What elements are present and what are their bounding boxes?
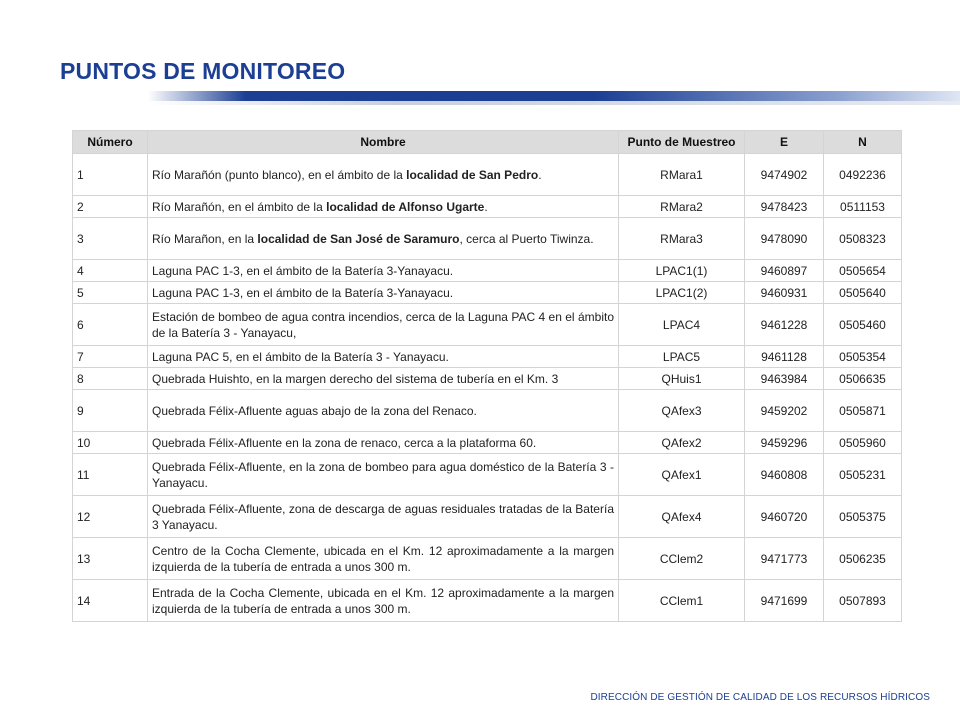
table-row — [73, 282, 902, 304]
cell-nombre — [148, 454, 619, 496]
table-row — [73, 346, 902, 368]
table-row — [73, 196, 902, 218]
nombre-segment: Laguna PAC 5, en el ámbito de la Batería 3 - Yanayacu. — [152, 349, 449, 364]
table-row — [73, 538, 902, 580]
cell-nombre — [148, 304, 619, 346]
cell-nombre — [148, 390, 619, 432]
cell-numero: 6 — [73, 304, 148, 346]
cell-e: 9461128 — [745, 346, 824, 368]
cell-nombre — [148, 580, 619, 622]
cell-e: 9460897 — [745, 260, 824, 282]
nombre-segment: Río Marañon, en la — [152, 231, 258, 246]
cell-e: 9471699 — [745, 580, 824, 622]
cell-numero: 11 — [73, 454, 148, 496]
cell-numero: 2 — [73, 196, 148, 218]
cell-e: 9463984 — [745, 368, 824, 390]
cell-punto-de-muestreo: CClem2 — [619, 538, 745, 580]
nombre-segment: . — [484, 199, 488, 214]
table-header-row — [73, 131, 902, 154]
cell-n: 0506635 — [824, 368, 902, 390]
cell-nombre — [148, 282, 619, 304]
cell-punto-de-muestreo: LPAC5 — [619, 346, 745, 368]
header-punto-de-muestreo: Punto de Muestreo — [619, 131, 745, 154]
table-row — [73, 304, 902, 346]
nombre-segment: Entrada de la Cocha Clemente, ubicada en el Km. 12 aproximadamente a la margen izquierda de la tubería de entrada a unos 300 m. — [152, 585, 614, 616]
title-underline-shadow — [148, 101, 960, 105]
nombre-segment: , cerca al Puerto Tiwinza. — [459, 231, 594, 246]
nombre-segment: Quebrada Félix-Afluente aguas abajo de la zona del Renaco. — [152, 403, 477, 418]
cell-punto-de-muestreo: RMara2 — [619, 196, 745, 218]
nombre-segment: Laguna PAC 1-3, en el ámbito de la Batería 3-Yanayacu. — [152, 263, 454, 278]
footer-text: DIRECCIÓN DE GESTIÓN DE CALIDAD DE LOS RECURSOS HÍDRICOS — [590, 692, 930, 703]
cell-nombre — [148, 432, 619, 454]
cell-nombre — [148, 496, 619, 538]
cell-n: 0507893 — [824, 580, 902, 622]
cell-n: 0505231 — [824, 454, 902, 496]
cell-n: 0505375 — [824, 496, 902, 538]
table-row — [73, 260, 902, 282]
cell-numero: 1 — [73, 154, 148, 196]
cell-n: 0505871 — [824, 390, 902, 432]
table-row — [73, 454, 902, 496]
cell-punto-de-muestreo: QHuis1 — [619, 368, 745, 390]
cell-punto-de-muestreo: LPAC1(1) — [619, 260, 745, 282]
cell-nombre — [148, 260, 619, 282]
cell-e: 9460720 — [745, 496, 824, 538]
cell-e: 9459202 — [745, 390, 824, 432]
nombre-segment: Estación de bombeo de agua contra incendios, cerca de la Laguna PAC 4 en el ámbito de la Batería 3 - Yanayacu, — [152, 309, 614, 340]
cell-nombre — [148, 218, 619, 260]
page-title: PUNTOS DE MONITOREO — [60, 58, 346, 84]
title-underline — [148, 91, 960, 101]
cell-numero: 5 — [73, 282, 148, 304]
table-row — [73, 390, 902, 432]
nombre-bold-segment: localidad de Alfonso Ugarte — [326, 199, 485, 214]
cell-punto-de-muestreo: QAfex1 — [619, 454, 745, 496]
nombre-segment: Río Marañón, en el ámbito de la — [152, 199, 327, 214]
cell-n: 0505460 — [824, 304, 902, 346]
cell-nombre — [148, 196, 619, 218]
table-row — [73, 368, 902, 390]
cell-e: 9460808 — [745, 454, 824, 496]
cell-punto-de-muestreo: CClem1 — [619, 580, 745, 622]
cell-punto-de-muestreo: RMara1 — [619, 154, 745, 196]
cell-punto-de-muestreo: RMara3 — [619, 218, 745, 260]
cell-punto-de-muestreo: LPAC1(2) — [619, 282, 745, 304]
cell-nombre — [148, 368, 619, 390]
cell-e: 9474902 — [745, 154, 824, 196]
nombre-segment: Laguna PAC 1-3, en el ámbito de la Batería 3-Yanayacu. — [152, 285, 454, 300]
nombre-segment: . — [538, 167, 542, 182]
cell-n: 0505654 — [824, 260, 902, 282]
cell-e: 9459296 — [745, 432, 824, 454]
nombre-segment: Quebrada Félix-Afluente, en la zona de bombeo para agua doméstico de la Batería 3 - Yanayacu. — [152, 459, 614, 490]
nombre-bold-segment: localidad de San José de Saramuro — [257, 231, 460, 246]
table-row — [73, 218, 902, 260]
cell-numero: 10 — [73, 432, 148, 454]
cell-numero: 13 — [73, 538, 148, 580]
cell-n: 0508323 — [824, 218, 902, 260]
cell-numero: 14 — [73, 580, 148, 622]
cell-e: 9460931 — [745, 282, 824, 304]
cell-numero: 3 — [73, 218, 148, 260]
cell-n: 0505354 — [824, 346, 902, 368]
cell-numero: 9 — [73, 390, 148, 432]
cell-nombre — [148, 154, 619, 196]
cell-e: 9478423 — [745, 196, 824, 218]
cell-numero: 4 — [73, 260, 148, 282]
table-row — [73, 580, 902, 622]
monitoring-points-table — [72, 130, 902, 622]
cell-e: 9471773 — [745, 538, 824, 580]
nombre-segment: Quebrada Félix-Afluente en la zona de renaco, cerca a la plataforma 60. — [152, 435, 537, 450]
nombre-segment: Quebrada Huishto, en la margen derecho del sistema de tubería en el Km. 3 — [152, 371, 559, 386]
table-body — [73, 154, 902, 622]
table-row — [73, 432, 902, 454]
cell-numero: 12 — [73, 496, 148, 538]
cell-e: 9478090 — [745, 218, 824, 260]
header-n: N — [824, 131, 902, 154]
header-nombre: Nombre — [148, 131, 619, 154]
cell-punto-de-muestreo: QAfex4 — [619, 496, 745, 538]
table-row — [73, 496, 902, 538]
nombre-segment: Río Marañón (punto blanco), en el ámbito de la — [152, 167, 407, 182]
cell-nombre — [148, 538, 619, 580]
cell-e: 9461228 — [745, 304, 824, 346]
nombre-bold-segment: localidad de San Pedro — [406, 167, 539, 182]
header-e: E — [745, 131, 824, 154]
cell-numero: 8 — [73, 368, 148, 390]
table-row — [73, 154, 902, 196]
nombre-segment: Centro de la Cocha Clemente, ubicada en el Km. 12 aproximadamente a la margen izquierda de la tubería de entrada a unos 300 m. — [152, 543, 614, 574]
cell-n: 0506235 — [824, 538, 902, 580]
cell-punto-de-muestreo: LPAC4 — [619, 304, 745, 346]
cell-n: 0505960 — [824, 432, 902, 454]
header-numero: Número — [73, 131, 148, 154]
cell-numero: 7 — [73, 346, 148, 368]
cell-n: 0505640 — [824, 282, 902, 304]
cell-punto-de-muestreo: QAfex2 — [619, 432, 745, 454]
cell-punto-de-muestreo: QAfex3 — [619, 390, 745, 432]
cell-n: 0511153 — [824, 196, 902, 218]
cell-n: 0492236 — [824, 154, 902, 196]
nombre-segment: Quebrada Félix-Afluente, zona de descarga de aguas residuales tratadas de la Batería 3 Yanayacu. — [152, 501, 614, 532]
cell-nombre — [148, 346, 619, 368]
